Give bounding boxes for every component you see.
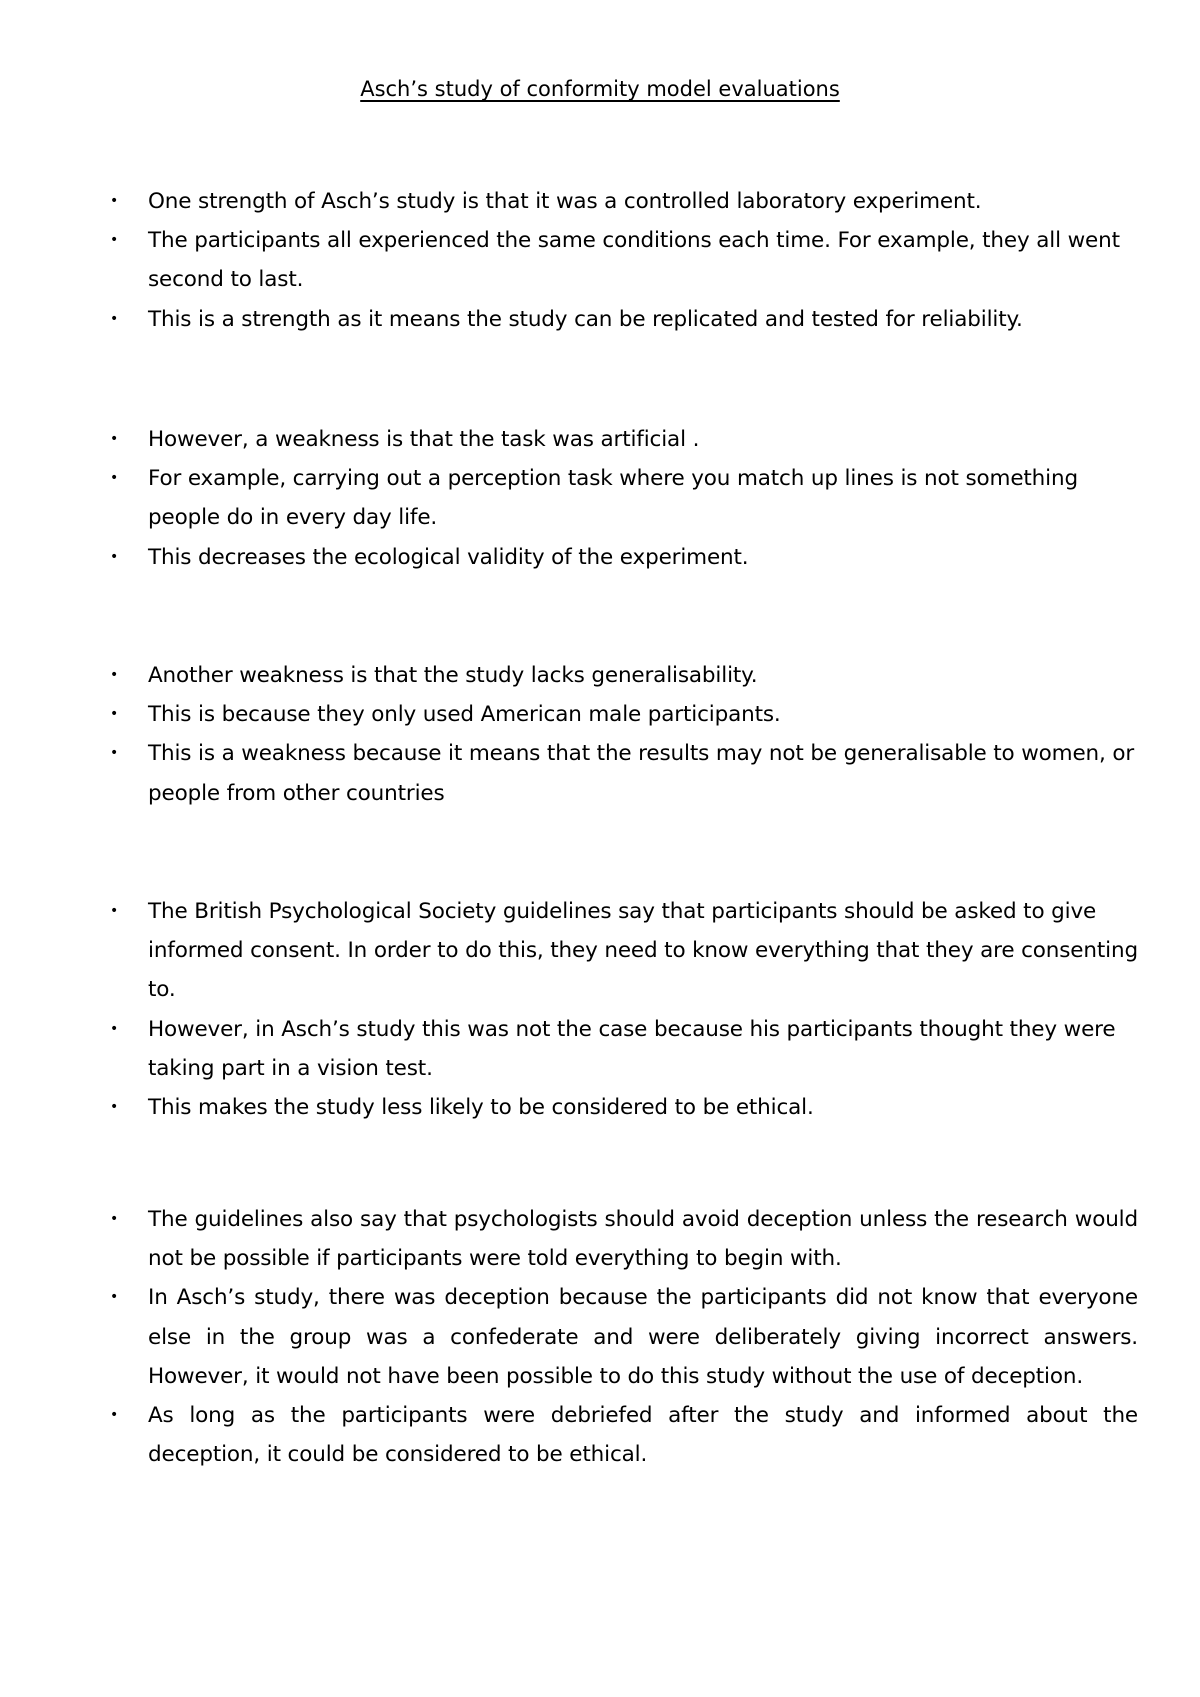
list-item (108, 656, 1138, 695)
list-item-text: The guidelines also say that psychologists should avoid deception unless the research would not be possible if participants were told everything to begin with. (148, 1207, 1138, 1272)
bullet-icon: • (109, 431, 119, 447)
list-item-text: The British Psychological Society guidelines say that participants should be asked to give informed consent. In order to do this, they need to know everything that they are consenting to. (148, 899, 1138, 1003)
list-item (108, 538, 1138, 577)
list-item (108, 459, 1138, 537)
section-strength-control (108, 182, 1138, 339)
bullet-icon: • (109, 1211, 119, 1227)
bullet-icon: • (109, 1099, 119, 1116)
list-item (108, 1396, 1138, 1474)
bullet-icon: • (109, 1407, 119, 1424)
bullet-icon: • (109, 903, 119, 919)
list-item-text: For example, carrying out a perception task where you match up lines is not something people do in every day life. (148, 466, 1078, 531)
section-deception (108, 1200, 1138, 1474)
list-item-text: This makes the study less likely to be considered to be ethical. (148, 1095, 814, 1121)
list-item-text: This decreases the ecological validity of the experiment. (148, 544, 749, 570)
list-item (108, 1278, 1138, 1396)
bullet-icon: • (109, 1289, 119, 1306)
list-item-text: Another weakness is that the study lacks generalisability. (148, 663, 758, 688)
bullet-icon: • (109, 193, 119, 209)
bullet-icon: • (109, 745, 119, 762)
list-item (108, 1088, 1138, 1127)
list-item-text: The participants all experienced the same conditions each time. For example, they all went second to last. (148, 228, 1120, 293)
bullet-icon: • (109, 667, 119, 683)
list-item (108, 695, 1138, 734)
bullet-icon: • (109, 1020, 119, 1037)
list-item (108, 300, 1138, 339)
list-item-text: However, in Asch’s study this was not the case because his participants thought they were taking part in a vision test. (148, 1016, 1116, 1081)
list-item (108, 734, 1138, 812)
list-item-text: This is a strength as it means the study can be replicated and tested for reliability. (148, 306, 1023, 332)
bullet-icon: • (109, 470, 119, 487)
list-item (108, 892, 1138, 1010)
bullet-icon: • (109, 310, 119, 327)
list-item (108, 1010, 1138, 1088)
section-weakness-artificial (108, 420, 1138, 577)
list-item (108, 420, 1138, 459)
bullet-icon: • (109, 548, 119, 565)
list-item-text: In Asch’s study, there was deception because the participants did not know that everyone else in the group was a confederate and were deliberately giving incorrect answers. However, it would not have been possible to do this study without the use of deception. (148, 1285, 1138, 1389)
list-item (108, 1200, 1138, 1278)
list-item (108, 182, 1138, 221)
section-weakness-generalisability (108, 656, 1138, 813)
list-item-text: This is a weakness because it means that the results may not be generalisable to women, or people from other countries (148, 741, 1135, 806)
bullet-icon: • (109, 706, 119, 723)
list-item-text: However, a weakness is that the task was artificial . (148, 427, 700, 452)
list-item-text: As long as the participants were debriefed after the study and informed about the deception, it could be considered to be ethical. (148, 1403, 1138, 1468)
list-item-text: This is because they only used American male participants. (148, 702, 781, 728)
list-item-text: One strength of Asch’s study is that it was a controlled laboratory experiment. (148, 189, 982, 214)
page-title (0, 74, 1200, 104)
list-item (108, 221, 1138, 299)
section-informed-consent (108, 892, 1138, 1127)
page-title-text: Asch’s study of conformity model evaluations (360, 77, 840, 101)
bullet-icon: • (109, 232, 119, 249)
